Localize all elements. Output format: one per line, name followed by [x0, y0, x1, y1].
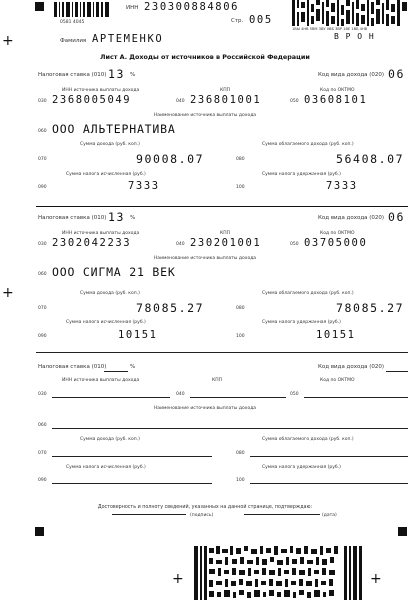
taxable-income-label: Сумма облагаемого дохода (руб. коп.) — [262, 437, 354, 442]
oktmo-value: 03705000 — [304, 237, 368, 249]
percent-sign: % — [130, 364, 136, 370]
source-name-label: Наименование источника выплаты дохода — [153, 406, 257, 411]
line-code-070: 070 — [38, 306, 47, 311]
kpp-label: КПП — [212, 378, 222, 383]
line-code-060: 060 — [38, 423, 47, 428]
percent-sign: % — [130, 72, 136, 78]
line-code-040: 040 — [176, 99, 185, 104]
line-code-040: 040 — [176, 392, 185, 397]
source-name-label: Наименование источника выплаты дохода — [153, 256, 257, 261]
oktmo-label: Код по ОКТМО — [320, 88, 355, 93]
line-code-050: 050 — [290, 392, 299, 397]
inn-source-label: ИНН источника выплаты дохода — [62, 88, 140, 93]
top-barcode-icon — [54, 2, 110, 17]
taxable-income-value: 56408.07 — [336, 152, 405, 166]
line-code-090: 090 — [38, 334, 47, 339]
corner-marker-bottom-left — [35, 527, 44, 536]
line-code-090: 090 — [38, 185, 47, 190]
line-code-100: 100 — [236, 334, 245, 339]
crosshair-mark: + — [172, 571, 184, 587]
income-type-label: Код вида дохода (020) — [318, 215, 385, 221]
tax-withheld-label: Сумма налога удержанная (руб.) — [262, 172, 341, 177]
line-code-060: 060 — [38, 129, 47, 134]
line-code-030: 030 — [38, 392, 47, 397]
oktmo-label: Код по ОКТМО — [320, 231, 355, 236]
line-code-050: 050 — [290, 99, 299, 104]
tax-withheld-value: 10151 — [316, 329, 356, 341]
percent-sign: % — [130, 215, 136, 221]
inn-source-value: 2368005049 — [52, 94, 132, 106]
block-divider — [36, 206, 408, 207]
tax-rate-value: 13 — [108, 67, 126, 81]
tax-rate-value: 13 — [108, 210, 126, 224]
kpp-field — [190, 397, 286, 398]
taxable-income-label: Сумма облагаемого дохода (руб. коп.) — [262, 142, 354, 147]
tax-calculated-value: 7333 — [128, 180, 160, 192]
kpp-value: 230201001 — [190, 237, 262, 249]
inn-label: ИНН — [126, 5, 139, 11]
block-divider — [36, 352, 408, 353]
surname-value: АРТЕМЕНКО — [92, 33, 164, 45]
taxable-income-value: 78085.27 — [336, 301, 405, 315]
signature-label: (подпись) — [190, 513, 214, 518]
income-amount-label: Сумма дохода (руб. коп.) — [80, 437, 140, 442]
income-type-value: 06 — [388, 67, 406, 81]
tax-calculated-label: Сумма налога исчисленная (руб.) — [66, 320, 146, 325]
income-amount-value: 78085.27 — [136, 301, 205, 315]
signature-field[interactable] — [112, 514, 186, 515]
tax-rate-field — [104, 371, 128, 372]
oktmo-label: Код по ОКТМО — [320, 378, 355, 383]
income-type-value: 06 — [388, 210, 406, 224]
line-code-080: 080 — [236, 451, 245, 456]
surname-label: Фамилия — [60, 38, 87, 44]
oktmo-value: 03608101 — [304, 94, 368, 106]
income-amount-value: 90008.07 — [136, 152, 205, 166]
taxable-income-field — [250, 456, 408, 457]
income-amount-label: Сумма дохода (руб. коп.) — [80, 291, 140, 296]
inn-value: 230300884806 — [144, 1, 240, 13]
kpp-label: КПП — [220, 88, 230, 93]
tax-withheld-value: 7333 — [326, 180, 358, 192]
line-code-060: 060 — [38, 272, 47, 277]
oktmo-field — [304, 397, 408, 398]
tax-calculated-label: Сумма налога исчисленная (руб.) — [66, 172, 146, 177]
qr-barcode-icon — [292, 0, 402, 26]
corner-marks: В Р О Н — [334, 32, 375, 41]
date-label: (дата) — [322, 513, 337, 518]
taxable-income-label: Сумма облагаемого дохода (руб. коп.) — [262, 291, 354, 296]
sheet-title: Лист А. Доходы от источников в Российской Федерации — [100, 53, 310, 61]
line-code-100: 100 — [236, 478, 245, 483]
tax-calculated-value: 10151 — [118, 329, 158, 341]
kpp-value: 236801001 — [190, 94, 262, 106]
tax-calculated-field — [52, 483, 212, 484]
confirmation-text: Достоверность и полноту сведений, указанных на данной странице, подтверждаю: — [97, 505, 313, 510]
tax-rate-label: Налоговая ставка (010) — [38, 215, 107, 221]
line-code-030: 030 — [38, 99, 47, 104]
barcode-number: 0581 4045 — [60, 20, 85, 25]
source-name-value: ООО АЛЬТЕРНАТИВА — [52, 122, 176, 136]
line-code-090: 090 — [38, 478, 47, 483]
income-type-label: Код вида дохода (020) — [318, 364, 385, 370]
page-value: 005 — [249, 14, 273, 26]
kpp-label: КПП — [220, 231, 230, 236]
income-type-label: Код вида дохода (020) — [318, 72, 385, 78]
source-name-label: Наименование источника выплаты дохода — [153, 113, 257, 118]
income-type-field — [386, 371, 408, 372]
date-field[interactable] — [244, 514, 320, 515]
crosshair-mark: + — [2, 285, 14, 301]
source-name-value: ООО СИГМА 21 ВЕК — [52, 265, 176, 279]
line-code-040: 040 — [176, 242, 185, 247]
crosshair-mark: + — [2, 33, 14, 49]
tax-withheld-label: Сумма налога удержанная (руб.) — [262, 465, 341, 470]
line-code-070: 070 — [38, 157, 47, 162]
line-code-030: 030 — [38, 242, 47, 247]
line-code-050: 050 — [290, 242, 299, 247]
tax-withheld-label: Сумма налога удержанная (руб.) — [262, 320, 341, 325]
corner-marker-top-left — [35, 2, 44, 11]
tax-rate-label: Налоговая ставка (010) — [38, 72, 107, 78]
inn-source-label: ИНН источника выплаты дохода — [62, 231, 140, 236]
line-code-100: 100 — [236, 185, 245, 190]
line-code-070: 070 — [38, 451, 47, 456]
qr-barcode-caption: 1ВЫ 4НВ 5ВМ 3ВУ 0ВБ 3ВР 1ВЕ 1ВБ 4НВ — [292, 27, 368, 31]
inn-source-field — [52, 397, 170, 398]
page-label: Стр. — [231, 18, 244, 24]
inn-source-label: ИНН источника выплаты дохода — [62, 378, 140, 383]
bottom-2d-barcode-icon — [194, 546, 362, 600]
income-amount-field — [52, 456, 212, 457]
crosshair-mark: + — [370, 571, 382, 587]
tax-calculated-label: Сумма налога исчисленная (руб.) — [66, 465, 146, 470]
line-code-080: 080 — [236, 306, 245, 311]
inn-source-value: 2302042233 — [52, 237, 132, 249]
income-amount-label: Сумма дохода (руб. коп.) — [80, 142, 140, 147]
tax-rate-label: Налоговая ставка (010) — [38, 364, 107, 370]
tax-withheld-field — [250, 483, 408, 484]
line-code-080: 080 — [236, 157, 245, 162]
corner-marker-bottom-right — [398, 527, 407, 536]
source-name-field — [52, 428, 408, 429]
